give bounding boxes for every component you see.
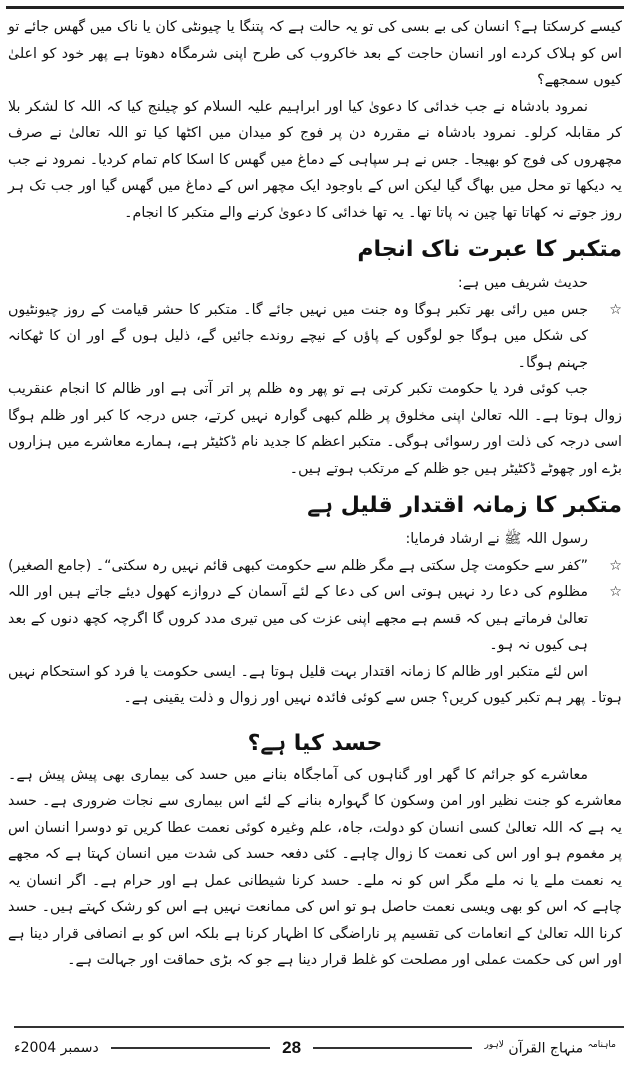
paragraph: معاشرے کو جرائم کا گھر اور گناہوں کی آماجگاہ بنانے میں حسد کی بیماری بھی پیش پیش ہے۔ معاشرے کو جنت نظیر اور امن وسکون کا گہوارہ بنانے کے لئے اس بیماری سے نجات ضروری ہے۔ حسد یہ ہے کہ اللہ تعالیٰ کسی انسان کو دولت، جاہ، علم وغیرہ کوئی نعمت عطا کریں تو دوسرا انسان اس پر مغموم ہو اور اس کی نعمت کا زوال چاہے۔ کئی دفعہ حسد کی شدت میں انسان کہتا ہے کہ مجھے یہ نعمت ملے یا نہ ملے مگر اس کو نہ ملے۔ حسد کرنا شیطانی عمل ہے اور حرام ہے۔ اگر انسان یہ چاہے کہ اس کو بھی ویسی نعمت حاصل ہو تو اس کی ممانعت نہیں ہے اس کو رشک کہتے ہیں۔ حسد کرنا اللہ تعالیٰ کے انعامات کی تقسیم پر ناراضگی کا اظہار کرنا ہے بلکہ اس کو بے انصافی قرار دینا ہے اور اس کی حکمت عملی اور مصلحت کو غلط قرار دینا ہے جو کہ بڑی حماقت اور جہالت ہے۔ <box>8 766 622 968</box>
bullet-text: ”کفر سے حکومت چل سکتی ہے مگر ظلم سے حکومت کبھی قائم نہیں رہ سکتی“۔ (جامع الصغیر) <box>8 557 588 574</box>
top-rule <box>6 6 624 9</box>
star-icon: ☆ <box>609 584 622 600</box>
page-footer <box>14 1036 616 1060</box>
section-heading: متکبر کا عبرت ناک انجام <box>357 237 622 262</box>
star-icon: ☆ <box>609 557 622 574</box>
footer-divider <box>313 1047 472 1049</box>
paragraph: کیسے کرسکتا ہے؟ انسان کی بے بسی کی تو یہ حالت ہے کہ پتنگا یا چیونٹی کان یا ناک میں گھس جائے تو اس کو ہلاک کردے اور انسان حاجت کے بعد خاکروب کی طرح اپنی شرمگاہ دھوتا ہے پھر خود کو اعلیٰ کیوں سمجھے؟ <box>8 19 622 88</box>
bullet-item <box>8 553 622 580</box>
magazine-name: $^{ماہنامہ}$ منہاج القرآن $^{لاہور}$ <box>484 1039 616 1057</box>
bullet-item <box>8 579 622 659</box>
paragraph: نمرود بادشاہ نے جب خدائی کا دعویٰ کیا اور ابراہیم علیہ السلام کو چیلنج کیا کہ اللہ کا لشکر بلا کر مقابلہ کرلو۔ نمرود بادشاہ نے مقررہ دن پر فوج کو میدان میں اکٹھا کیا تو اللہ تعالیٰ نے صرف مچھروں کی فوج کو بھیجا۔ جس نے ہر سپاہی کے دماغ میں گھس کا اسکا کام تمام کردیا۔ نمرود نے جب یہ دیکھا تو محل میں بھاگ گیا لیکن اس کے باوجود ایک مچھر اس کے دماغ میں گھس گیا اور جب تک ہر روز جوتے نہ کھاتا تھا چین نہ پاتا تھا۔ یہ تھا خدائی کا دعویٰ کرنے والے متکبر کا انجام۔ <box>8 98 622 221</box>
hadith-intro: رسول اللہ ﷺ نے ارشاد فرمایا: <box>405 531 588 547</box>
bullet-text: مظلوم کی دعا رد نہیں ہوتی اس کی دعا کے لئے آسمان کے دروازے کھول دیئے جاتے ہیں اور اللہ تعالیٰ فرماتے ہیں کہ قسم ہے مجھے اپنی عزت کی میں تیری مدد کروں گا اگرچہ کچھ دنوں کے بعد ہی کیوں نہ ہو۔ <box>8 584 588 653</box>
footer-divider <box>111 1047 270 1049</box>
bullet-text: جس میں رائی بھر تکبر ہوگا وہ جنت میں نہیں جائے گا۔ متکبر کا حشر قیامت کے روز چیونٹیوں کی شکل میں ہوگا جو لوگوں کے پاؤں کے نیچے روندے جائیں گے، ذلیل ہوں گے اور ان کا ٹھکانہ جہنم ہوگا۔ <box>8 301 588 371</box>
section-heading: متکبر کا زمانہ اقتدار قلیل ہے <box>307 493 622 518</box>
paragraph: جب کوئی فرد یا حکومت تکبر کرتی ہے تو پھر وہ ظلم پر اتر آتی ہے اور ظالم کا انجام عنقریب زوال ہوتا ہے۔ اللہ تعالیٰ اپنی مخلوق پر ظلم کبھی گوارہ نہیں کرتے، جس درجہ کا کبر اور ظلم ہوگا اسی درجہ کی ذلت اور رسوائی ہوگی۔ متکبر اعظم کا جدید نام ڈکٹیٹر ہے، ہمارے معاشرے میں ہزاروں بڑے اور چھوٹے ڈکٹیٹر ہیں جو ظلم کے مرتکب ہوتے ہیں۔ <box>8 381 622 477</box>
paragraph: اس لئے متکبر اور ظالم کا زمانہ اقتدار بہت قلیل ہوتا ہے۔ ایسی حکومت یا فرد کو استحکام نہیں ہوتا۔ پھر ہم تکبر کیوں کریں؟ جس سے کوئی فائدہ نہیں اور زوال و ذلت یقینی ہے۔ <box>8 663 622 706</box>
bullet-item <box>8 297 622 377</box>
issue-date: دسمبر 2004ء <box>13 1040 99 1056</box>
page-number: 28 <box>282 1038 302 1057</box>
star-icon: ☆ <box>609 301 622 318</box>
footer-rule <box>14 1026 624 1028</box>
article-body <box>8 14 622 974</box>
hadith-intro: حدیث شریف میں ہے: <box>457 275 588 291</box>
section-heading: حسد کیا ہے؟ <box>247 730 383 756</box>
